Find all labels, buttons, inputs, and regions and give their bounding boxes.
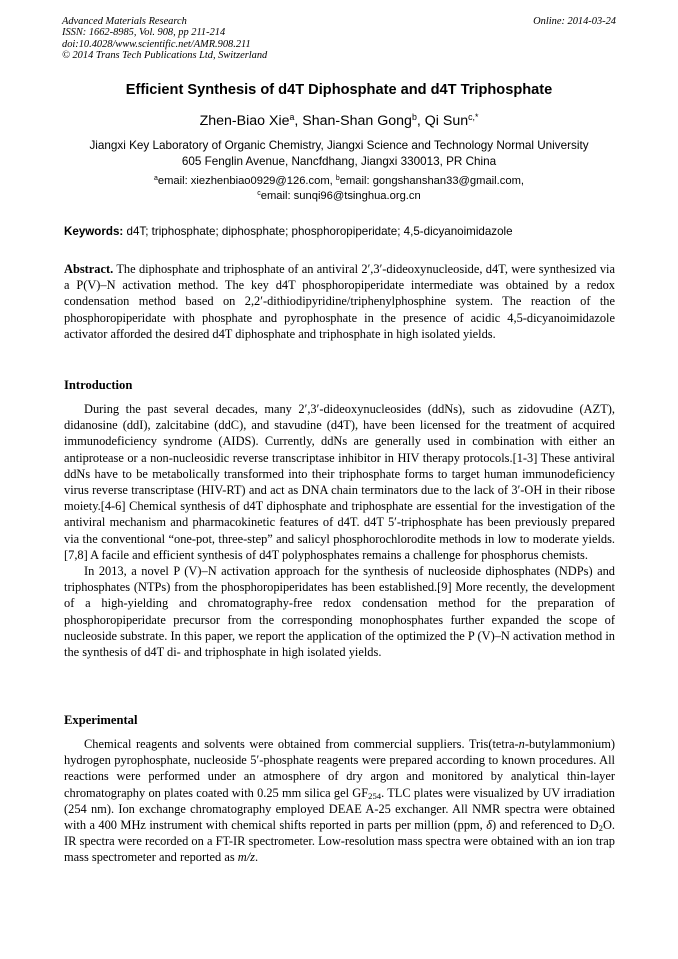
- author-mark: c,*: [468, 112, 479, 123]
- experimental-body: [64, 736, 615, 866]
- paragraph: In 2013, a novel P (V)–N activation approach for the synthesis of nucleoside diphosphates (NDPs) and triphosphates (NTPs) from the phosphoropiperidates has been established.[9] More recently, the development of a high-yielding and chromatography-free redox condensation method for the preparation of phosphoropiperidate precursor from the corresponding monophosphates further expanded the scope of nucleoside substrate. In this paper, we report the application of the optimized the P (V)–N activation method in the synthesis of d4T di- and triphosphate in high isolated yields.: [64, 564, 615, 660]
- affiliation: [40, 138, 638, 170]
- author-name: Zhen-Biao Xie: [199, 113, 290, 129]
- text-italic: n: [518, 737, 525, 751]
- text-subscript: 254: [368, 790, 382, 801]
- journal-header: [62, 16, 267, 62]
- author-mark: b: [411, 112, 417, 123]
- email-mark: a: [153, 175, 158, 183]
- abstract-text: The diphosphate and triphosphate of an antiviral 2′,3′-dideoxynucleoside, d4T, were synthesized via a P(V)–N activation method. The key d4T phosphoropiperidate intermediate was obtained by a redox condensation method based on 2,2′-dithiodipyridine/triphenylphosphine system. The reaction of the phosphoropiperidate with phosphate and pyrophosphate in the presence of acidic 4,5-dicyanoimidazole activator afforded the desired d4T diphosphate and triphosphate in high isolated yields.: [64, 262, 615, 341]
- abstract: [64, 261, 615, 342]
- abstract-label: Abstract.: [64, 262, 114, 276]
- copyright-line: © 2014 Trans Tech Publications Ltd, Switzerland: [62, 50, 268, 62]
- online-date: Online: 2014-03-24: [533, 16, 616, 27]
- text-italic: m/z: [237, 850, 255, 865]
- author-name: Qi Sun: [424, 113, 469, 129]
- keywords: [64, 225, 616, 238]
- issn-line: ISSN: 1662-8985, Vol. 908, pp 211-214: [62, 27, 226, 39]
- text-italic: δ: [486, 818, 492, 833]
- affiliation-line: 605 Fenglin Avenue, Nancfdhang, Jiangxi 330013, PR China: [181, 155, 497, 168]
- author-list: [40, 113, 638, 129]
- journal-name: Advanced Materials Research: [62, 16, 187, 27]
- author-sep: ,: [416, 113, 425, 129]
- email-mark: c: [257, 190, 261, 198]
- text-run: O. IR spectra were recorded on a FT-IR spectrometer. Low-resolution mass spectra were obtained with an ion trap mass spectrometer and reported as: [64, 818, 615, 865]
- email-a: email: xiezhenbiao0929@126.com,: [157, 175, 336, 187]
- affiliation-line: Jiangxi Key Laboratory of Organic Chemistry, Jiangxi Science and Technology Normal University: [89, 139, 589, 152]
- text-run: -butylammonium) hydrogen pyrophosphate, nucleoside 5′-phosphate reagents were prepared according to known procedures. All reactions were performed under an atmosphere of dry argon and monitored by analytical thin-layer chromatography on plates coated with 0.25 mm silica gel GF: [64, 737, 615, 800]
- text-run: .: [254, 850, 259, 865]
- email-b: email: gongshanshan33@gmail.com,: [339, 175, 524, 187]
- paragraph: During the past several decades, many 2′,3′-dideoxynucleosides (ddNs), such as zidovudine (AZT), didanosine (ddI), zalcitabine (ddC), and stavudine (d4T), have been licensed for the treatment of acquired immunodeficiency syndrome (AIDS). Currently, ddNs are generally used in combination with either an antiprotease or a non-nucleosidic reverse transcriptase inhibitor in HIV therapy protocols.[1-3] These antiviral ddNs have to be metabolically transformed into their triphosphate forms to target human immunodeficiency virus reverse transcriptase (HIV-RT) and act as DNA chain terminators due to the lack of 3′-OH in their ribose moiety.[4-6] Chemical synthesis of d4T diphosphate and triphosphate are essential for the investigation of the antiviral mechanism and pharmacokinetic features of d4T. d4T 5′-triphosphate has been previously prepared via the conventional “one-pot, three-step” and salicyl phosphorochlorodite methods in low to moderate yields.[7,8] A facile and efficient synthesis of d4T polyphosphates remains a challenge for phosphorus chemists.: [64, 402, 615, 562]
- email-line: [40, 174, 638, 189]
- text-run: ) and referenced to D: [491, 818, 599, 833]
- email-block: [40, 174, 638, 204]
- text-subscript: 2: [598, 823, 603, 834]
- text-run: . TLC plates were visualized by UV irradiation (254 nm). Ion exchange chromatography employed DEAE A-25 exchanger. All NMR spectra were obtained with a 400 MHz instrument with chemical shifts reported in parts per million (ppm,: [64, 785, 615, 833]
- introduction-heading: Introduction: [64, 378, 133, 392]
- author-sep: ,: [294, 113, 303, 129]
- email-line: [40, 189, 638, 204]
- email-c: email: sunqi96@tsinghua.org.cn: [260, 190, 421, 202]
- doi-line: doi:10.4028/www.scientific.net/AMR.908.211: [62, 38, 251, 50]
- paper-title: Efficient Synthesis of d4T Diphosphate and d4T Triphosphate: [125, 82, 553, 98]
- keywords-text: d4T; triphosphate; diphosphate; phosphoropiperidate; 4,5-dicyanoimidazole: [123, 225, 513, 238]
- author-name: Shan-Shan Gong: [302, 113, 412, 129]
- text-run: Chemical reagents and solvents were obtained from commercial suppliers. Tris(tetra-: [84, 737, 519, 751]
- introduction-body: [64, 401, 615, 660]
- author-mark: a: [289, 112, 295, 123]
- paragraph: [64, 736, 615, 866]
- email-mark: b: [335, 175, 340, 183]
- keywords-label: Keywords:: [64, 225, 124, 238]
- experimental-heading: Experimental: [64, 713, 138, 727]
